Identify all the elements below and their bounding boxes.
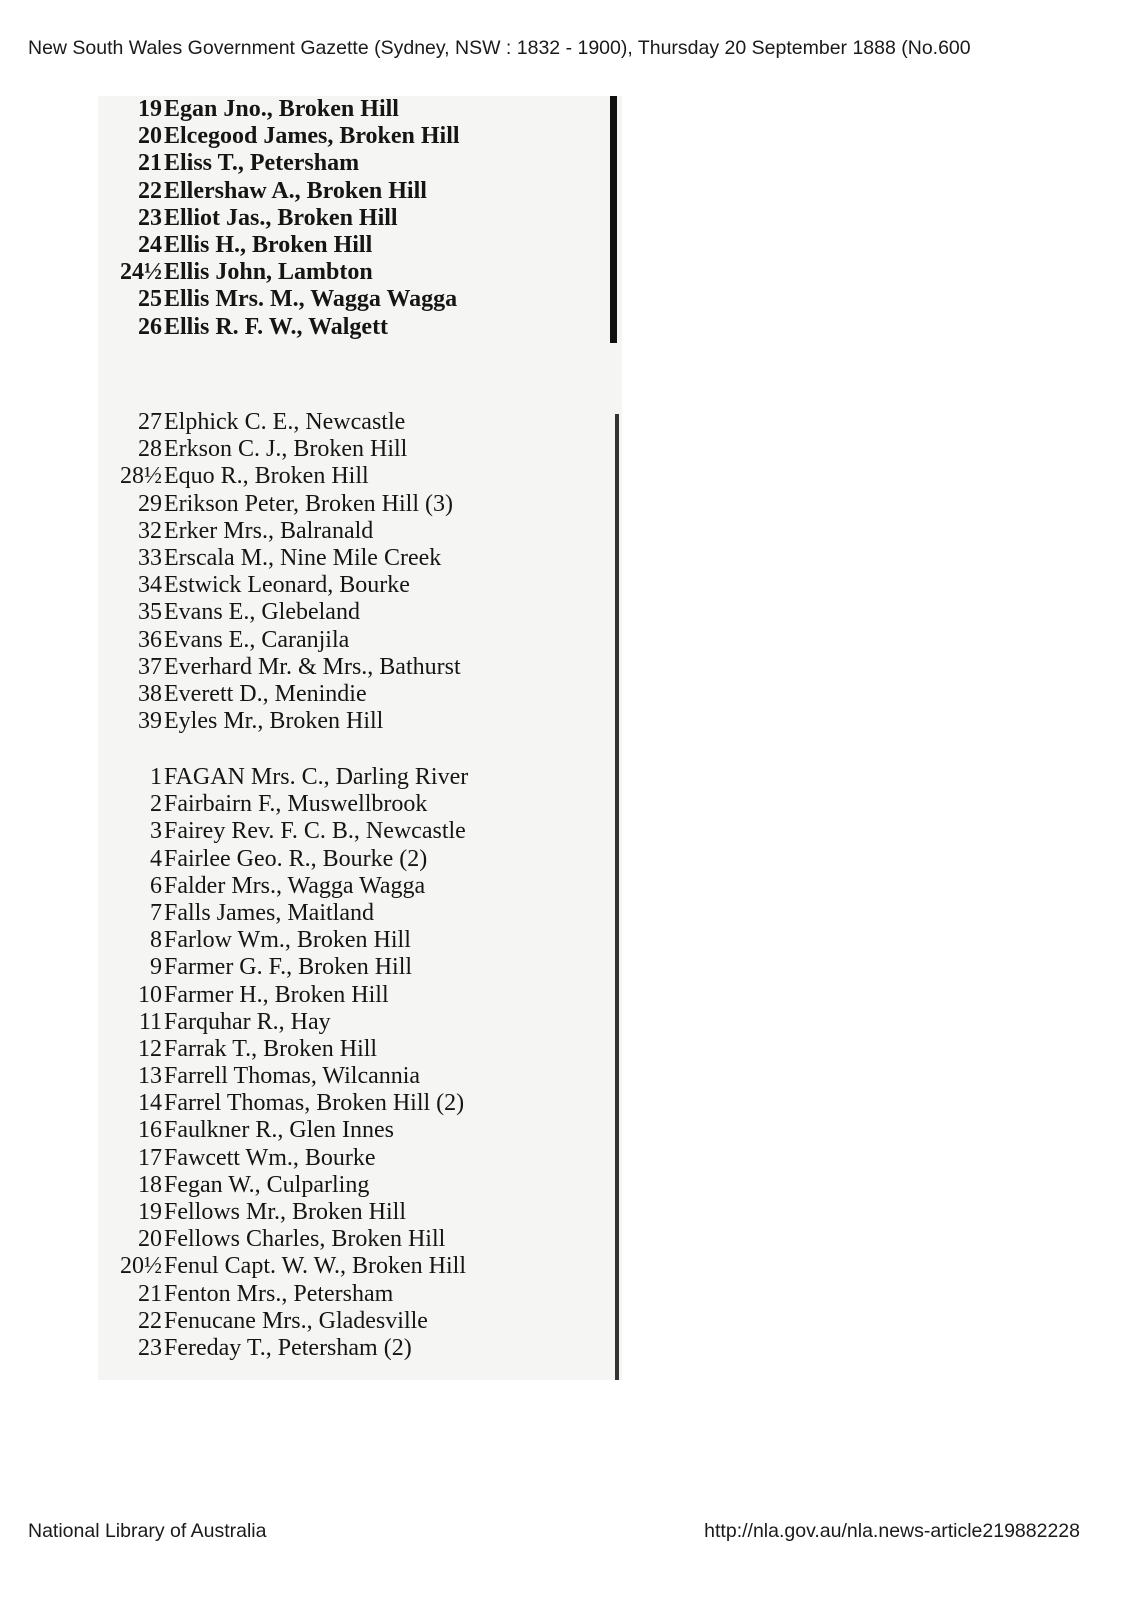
footer-library-name: National Library of Australia (28, 1520, 267, 1542)
entry-number: 6 (150, 872, 162, 899)
list-item (98, 873, 598, 900)
entry-name: Eyles Mr., Broken Hill (164, 708, 384, 735)
entry-number: 17 (138, 1144, 162, 1171)
list-item (98, 96, 598, 123)
entry-number: 22 (138, 1307, 162, 1334)
entry-number: 34 (138, 572, 162, 599)
entry-list-e (98, 409, 598, 735)
entry-number: 36 (138, 626, 162, 653)
list-item (98, 954, 598, 981)
list-item (98, 1199, 598, 1226)
entry-number: 19 (138, 96, 162, 122)
column-rule-bottom (615, 414, 619, 1380)
list-item (98, 1145, 598, 1172)
list-item (98, 1335, 598, 1362)
entry-number: 35 (138, 599, 162, 626)
entry-number: 19 (138, 1199, 162, 1225)
entry-name: Farlow Wm., Broken Hill (164, 927, 411, 954)
list-item (98, 463, 598, 490)
entry-number: 24 (138, 231, 162, 258)
entry-number: 32 (138, 517, 162, 544)
list-item (98, 1172, 598, 1199)
entry-number: 28½ (120, 463, 162, 490)
entry-name: Elphick C. E., Newcastle (164, 409, 406, 435)
entry-number: 4 (150, 845, 162, 872)
entry-number: 11 (138, 1008, 162, 1035)
page-header: New South Wales Government Gazette (Sydney, NSW : 1832 - 1900), Thursday 20 September 1888 (No.600 (28, 37, 971, 59)
entry-number: 7 (150, 899, 162, 926)
list-item (98, 1036, 598, 1063)
entry-name: Eliss T., Petersham (164, 150, 360, 177)
list-item (98, 982, 598, 1009)
list-item (98, 232, 598, 259)
entry-name: Farmer H., Broken Hill (164, 981, 389, 1008)
entry-number: 23 (138, 204, 162, 231)
entry-name: Fegan W., Culparling (164, 1171, 370, 1198)
entry-name: Falls James, Maitland (164, 899, 374, 926)
column-rule-top (610, 96, 617, 343)
list-item (98, 1253, 598, 1280)
footer-article-url[interactable]: http://nla.gov.au/nla.news-article219882228 (704, 1520, 1080, 1542)
list-item (98, 791, 598, 818)
entry-name: Farrak T., Broken Hill (164, 1035, 378, 1062)
entry-name: Farquhar R., Hay (164, 1008, 331, 1035)
entry-number: 8 (150, 927, 162, 954)
entry-name: Farrell Thomas, Wilcannia (164, 1063, 421, 1090)
entry-name: Erkson C. J., Broken Hill (164, 436, 408, 463)
list-item (98, 900, 598, 927)
entry-number: 14 (138, 1090, 162, 1117)
entry-name: Erker Mrs., Balranald (164, 517, 374, 544)
entry-name: Fenton Mrs., Petersham (164, 1280, 394, 1307)
list-item (98, 1281, 598, 1308)
entry-number: 18 (138, 1171, 162, 1198)
list-item (98, 927, 598, 954)
entry-name: Evans E., Caranjila (164, 626, 350, 653)
entry-number: 20½ (120, 1253, 162, 1280)
entry-number: 21 (138, 150, 162, 177)
entry-number: 33 (138, 544, 162, 571)
entry-name: Egan Jno., Broken Hill (164, 96, 399, 122)
entry-name: Estwick Leonard, Bourke (164, 572, 410, 599)
entry-name: Fawcett Wm., Bourke (164, 1144, 376, 1171)
list-item (98, 764, 598, 791)
entry-list-f (98, 764, 598, 1362)
list-item (98, 1063, 598, 1090)
entry-name: Fereday T., Petersham (2) (164, 1334, 412, 1361)
entry-number: 1 (150, 764, 162, 790)
entry-name: Everett D., Menindie (164, 680, 367, 707)
entry-number: 13 (138, 1063, 162, 1090)
entry-name: Fenucane Mrs., Gladesville (164, 1307, 428, 1334)
entry-number: 20 (138, 123, 162, 150)
list-item (98, 205, 598, 232)
entry-list-top (98, 96, 598, 341)
entry-number: 39 (138, 708, 162, 735)
list-item (98, 150, 598, 177)
list-item (98, 259, 598, 286)
entry-name: Ellis R. F. W., Walgett (164, 313, 389, 340)
entry-number: 27 (138, 409, 162, 435)
entry-number: 10 (138, 981, 162, 1008)
entry-name: Fairbairn F., Muswellbrook (164, 791, 428, 818)
newspaper-clipping (98, 96, 622, 1380)
entry-name: Ellis Mrs. M., Wagga Wagga (164, 286, 458, 313)
entry-name: Ellershaw A., Broken Hill (164, 177, 427, 204)
entry-name: Farmer G. F., Broken Hill (164, 954, 413, 981)
entry-number: 23 (138, 1334, 162, 1361)
entry-name: Fairey Rev. F. C. B., Newcastle (164, 818, 466, 845)
entry-number: 20 (138, 1226, 162, 1253)
entry-number: 21 (138, 1280, 162, 1307)
entry-name: Erikson Peter, Broken Hill (3) (164, 490, 453, 517)
list-item (98, 436, 598, 463)
list-item (98, 572, 598, 599)
entry-number: 26 (138, 313, 162, 340)
entry-number: 29 (138, 490, 162, 517)
list-item (98, 545, 598, 572)
list-item (98, 1117, 598, 1144)
entry-name: Fenul Capt. W. W., Broken Hill (164, 1253, 467, 1280)
entry-name: Elliot Jas., Broken Hill (164, 204, 398, 231)
entry-number: 3 (150, 818, 162, 845)
list-item (98, 654, 598, 681)
entry-name: Elcegood James, Broken Hill (164, 123, 460, 150)
entry-name: Fairlee Geo. R., Bourke (2) (164, 845, 428, 872)
entry-number: 16 (138, 1117, 162, 1144)
entry-name: Farrel Thomas, Broken Hill (2) (164, 1090, 465, 1117)
list-item (98, 818, 598, 845)
list-item (98, 1226, 598, 1253)
entry-number: 24½ (120, 259, 162, 286)
list-item (98, 708, 598, 735)
list-item (98, 846, 598, 873)
list-item (98, 518, 598, 545)
entry-number: 2 (150, 791, 162, 818)
entry-number: 37 (138, 653, 162, 680)
entry-number: 22 (138, 177, 162, 204)
entry-name: Evans E., Glebeland (164, 599, 360, 626)
list-item (98, 286, 598, 313)
entry-name: Ellis H., Broken Hill (164, 231, 373, 258)
list-item (98, 178, 598, 205)
list-item (98, 1009, 598, 1036)
entry-name: Erscala M., Nine Mile Creek (164, 544, 442, 571)
entry-number: 25 (138, 286, 162, 313)
list-item (98, 123, 598, 150)
entry-number: 9 (150, 954, 162, 981)
entry-number: 28 (138, 436, 162, 463)
list-item (98, 1090, 598, 1117)
entry-number: 38 (138, 680, 162, 707)
list-item (98, 1308, 598, 1335)
entry-name: Fellows Mr., Broken Hill (164, 1199, 407, 1225)
entry-name: Faulkner R., Glen Innes (164, 1117, 394, 1144)
entry-name: Everhard Mr. & Mrs., Bathurst (164, 653, 461, 680)
entry-name: Fellows Charles, Broken Hill (164, 1226, 446, 1253)
entry-name: Equo R., Broken Hill (164, 463, 369, 490)
entry-name: Ellis John, Lambton (164, 259, 373, 286)
list-item (98, 409, 598, 436)
list-item (98, 681, 598, 708)
entry-name: FAGAN Mrs. C., Darling River (164, 764, 469, 790)
list-item (98, 627, 598, 654)
entry-name: Falder Mrs., Wagga Wagga (164, 872, 426, 899)
entry-number: 12 (138, 1035, 162, 1062)
list-item (98, 491, 598, 518)
list-item (98, 314, 598, 341)
list-item (98, 599, 598, 626)
